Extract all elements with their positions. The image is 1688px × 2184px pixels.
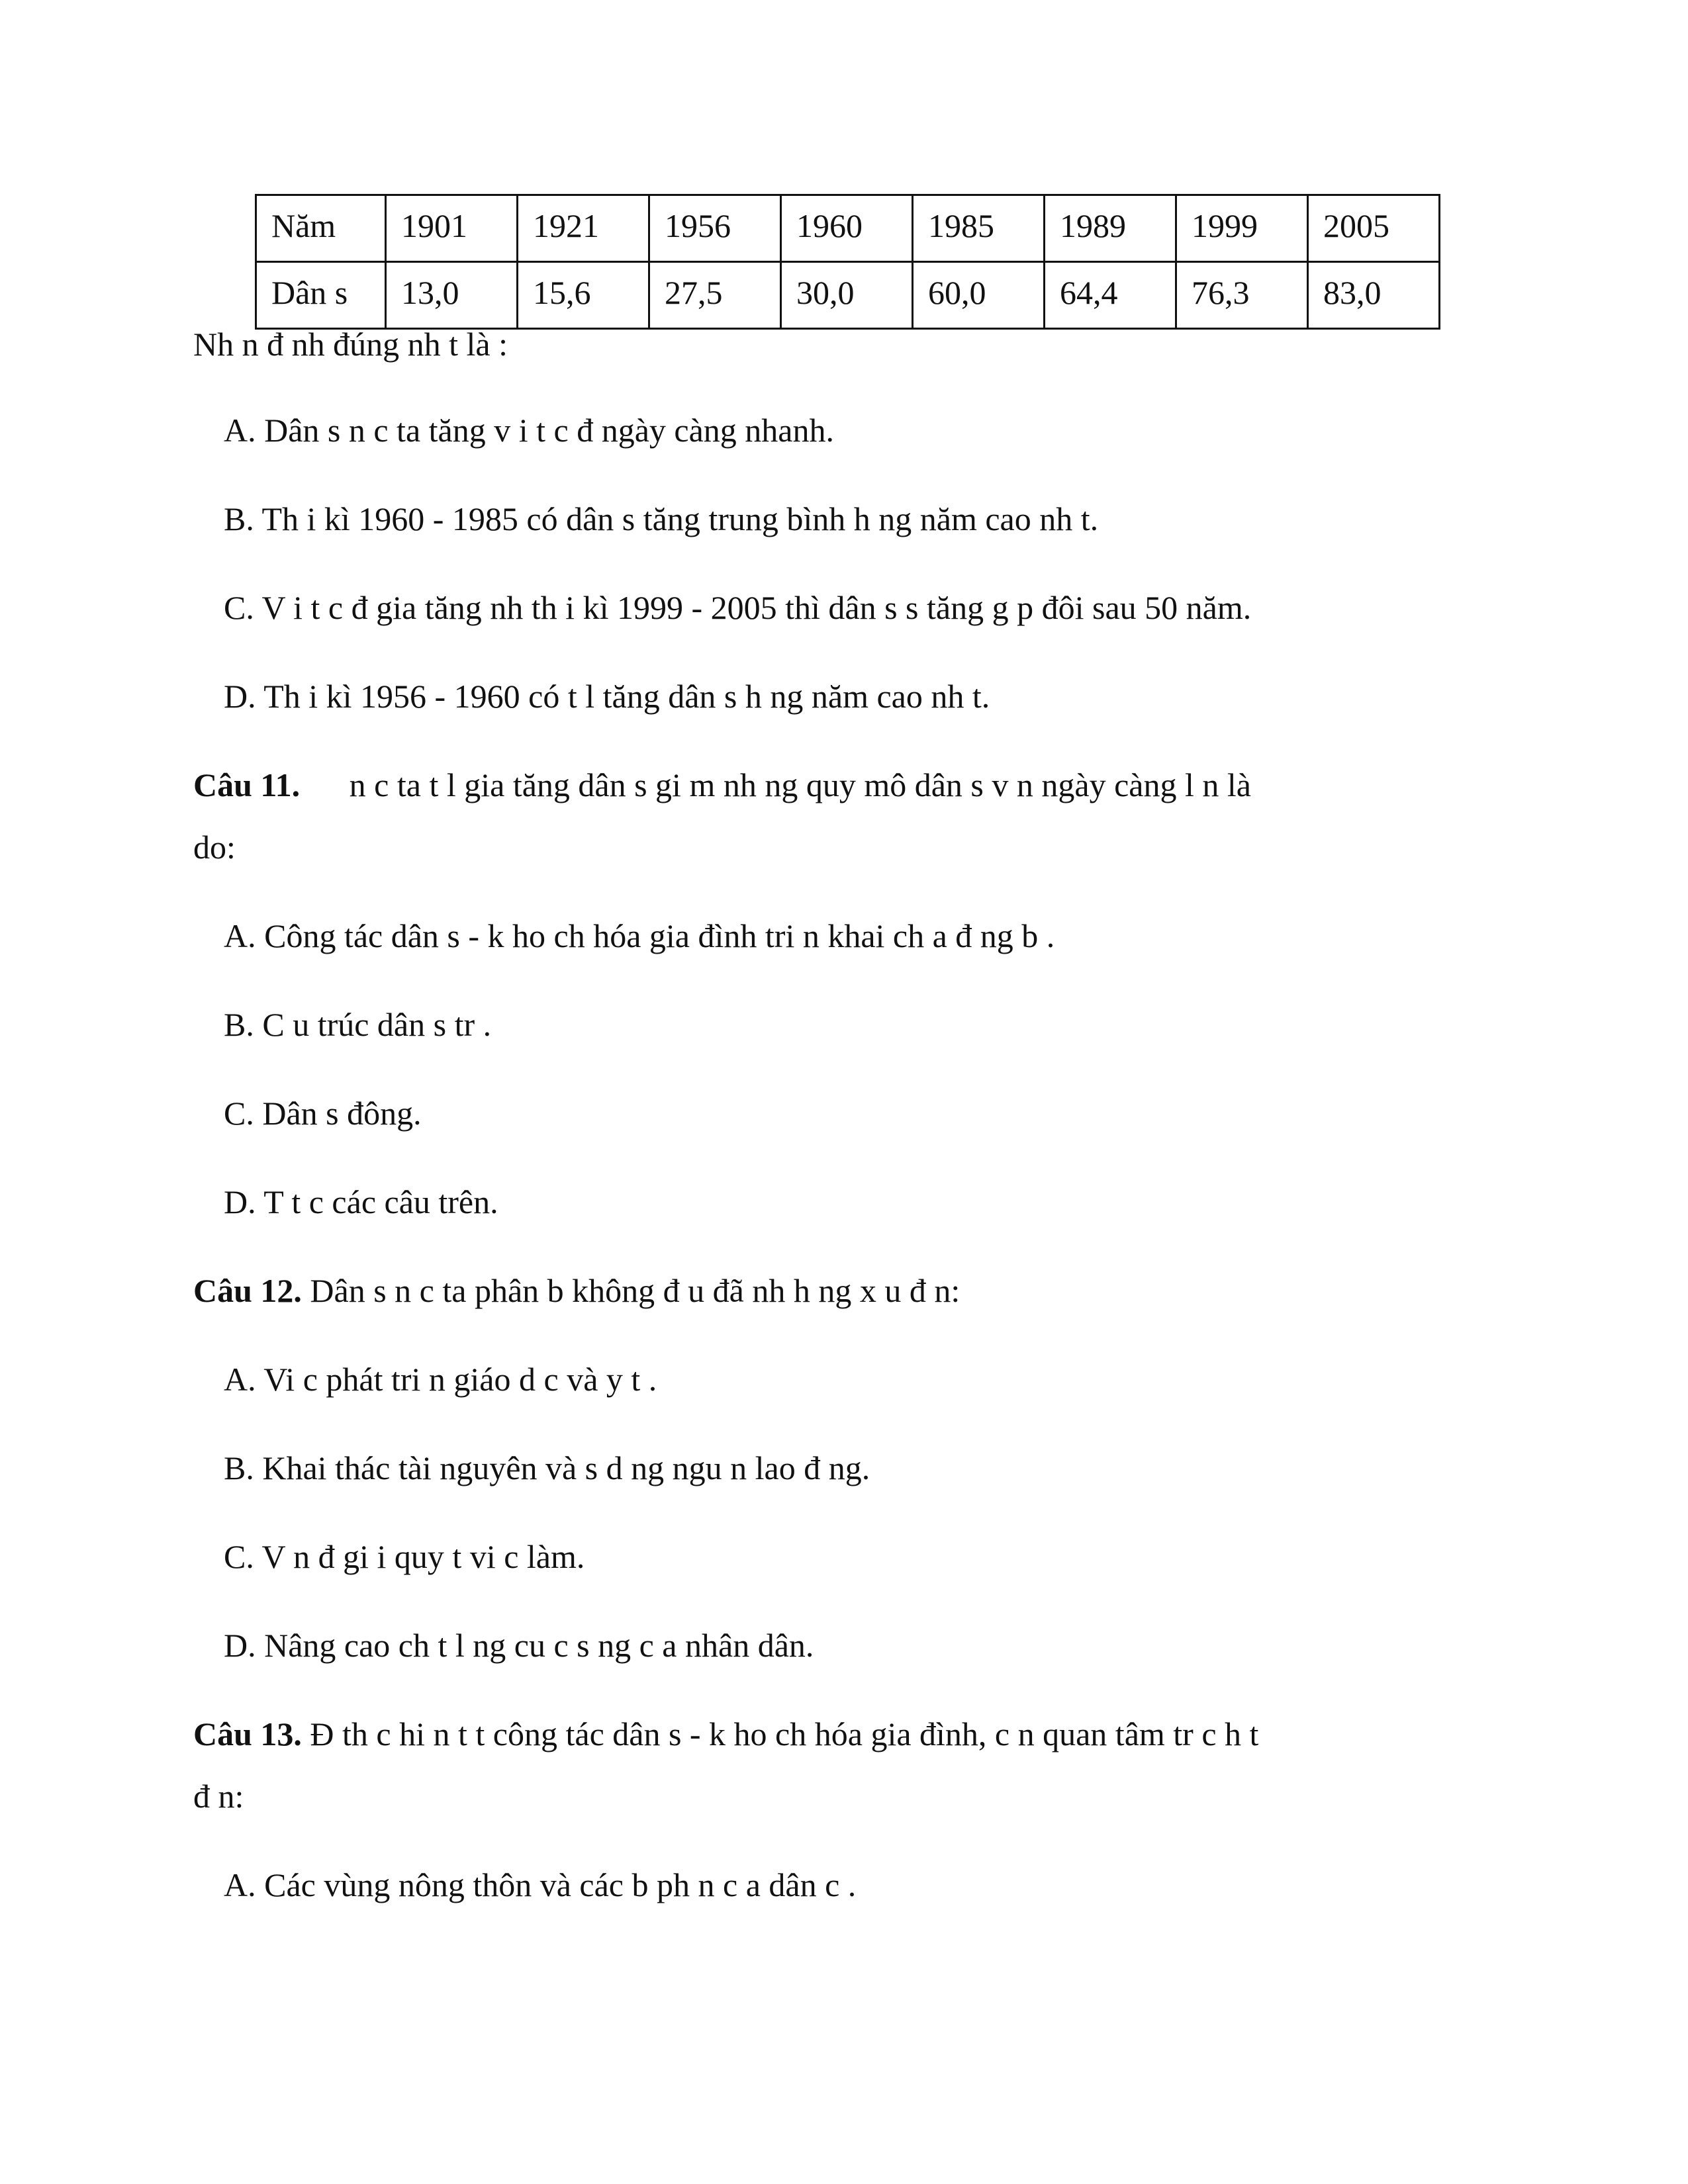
table-cell-year: 2005	[1308, 195, 1440, 262]
table-cell-year: 1989	[1045, 195, 1176, 262]
table-cell-year: 1985	[913, 195, 1045, 262]
table-cell-year: 1999	[1176, 195, 1308, 262]
table-cell-year: 1921	[518, 195, 649, 262]
table-cell-value: 15,6	[518, 262, 649, 329]
q11-text: n c ta t l gia tăng dân s gi m nh ng quy mô dân s v n ngày càng l n là	[349, 766, 1251, 803]
q10-option-b: B. Th i kì 1960 - 1985 có dân s tăng trung bình h ng năm cao nh t.	[224, 500, 1099, 537]
q10-option-c: C. V i t c đ gia tăng nh th i kì 1999 - 2005 thì dân s s tăng g p đôi sau 50 năm.	[224, 589, 1252, 626]
table-cell-value: 60,0	[913, 262, 1045, 329]
table-row-label: Dân s	[256, 262, 386, 329]
q11-label: Câu 11.	[193, 766, 301, 803]
q13-text-continued: đ n:	[193, 1778, 244, 1815]
q11-option-c: C. Dân s đông.	[224, 1095, 422, 1132]
q12-option-b: B. Khai thác tài nguyên và s d ng ngu n lao đ ng.	[224, 1449, 870, 1486]
table-cell-value: 64,4	[1045, 262, 1176, 329]
table-cell-year: 1901	[386, 195, 518, 262]
q12-option-d: D. Nâng cao ch t l ng cu c s ng c a nhân dân.	[224, 1627, 814, 1664]
table-cell-value: 27,5	[649, 262, 781, 329]
table-header-label: Năm	[256, 195, 386, 262]
table-cell-value: 30,0	[781, 262, 913, 329]
q11-option-d: D. T t c các câu trên.	[224, 1183, 498, 1220]
q11-question	[193, 765, 1251, 805]
q13-option-a: A. Các vùng nông thôn và các b ph n c a dân c .	[224, 1866, 857, 1903]
q10-option-d: D. Th i kì 1956 - 1960 có t l tăng dân s h ng năm cao nh t.	[224, 678, 990, 715]
q12-label: Câu 12.	[193, 1272, 302, 1309]
q11-option-a: A. Công tác dân s - k ho ch hóa gia đình tri n khai ch a đ ng b .	[224, 917, 1055, 954]
q11-option-b: B. C u trúc dân s tr .	[224, 1006, 492, 1043]
q13-question	[193, 1714, 1258, 1754]
q12-text: Dân s n c ta phân b không đ u đã nh h ng x u đ n:	[310, 1272, 961, 1309]
q12-question	[193, 1271, 960, 1310]
table-cell-value: 76,3	[1176, 262, 1308, 329]
table-row-years	[256, 195, 1440, 262]
q10-prompt: Nh n đ nh đúng nh t là :	[193, 326, 508, 363]
table-cell-year: 1956	[649, 195, 781, 262]
q11-text-continued: do:	[193, 829, 236, 866]
q13-text: Đ th c hi n t t công tác dân s - k ho ch hóa gia đình, c n quan tâm tr c h t	[310, 1715, 1259, 1752]
population-table	[255, 194, 1440, 330]
table-cell-value: 83,0	[1308, 262, 1440, 329]
q13-label: Câu 13.	[193, 1715, 302, 1752]
q10-option-a: A. Dân s n c ta tăng v i t c đ ngày càng nhanh.	[224, 412, 834, 449]
table-row-population	[256, 262, 1440, 329]
table-cell-year: 1960	[781, 195, 913, 262]
q12-option-a: A. Vi c phát tri n giáo d c và y t .	[224, 1361, 657, 1398]
table-cell-value: 13,0	[386, 262, 518, 329]
q12-option-c: C. V n đ gi i quy t vi c làm.	[224, 1538, 585, 1575]
